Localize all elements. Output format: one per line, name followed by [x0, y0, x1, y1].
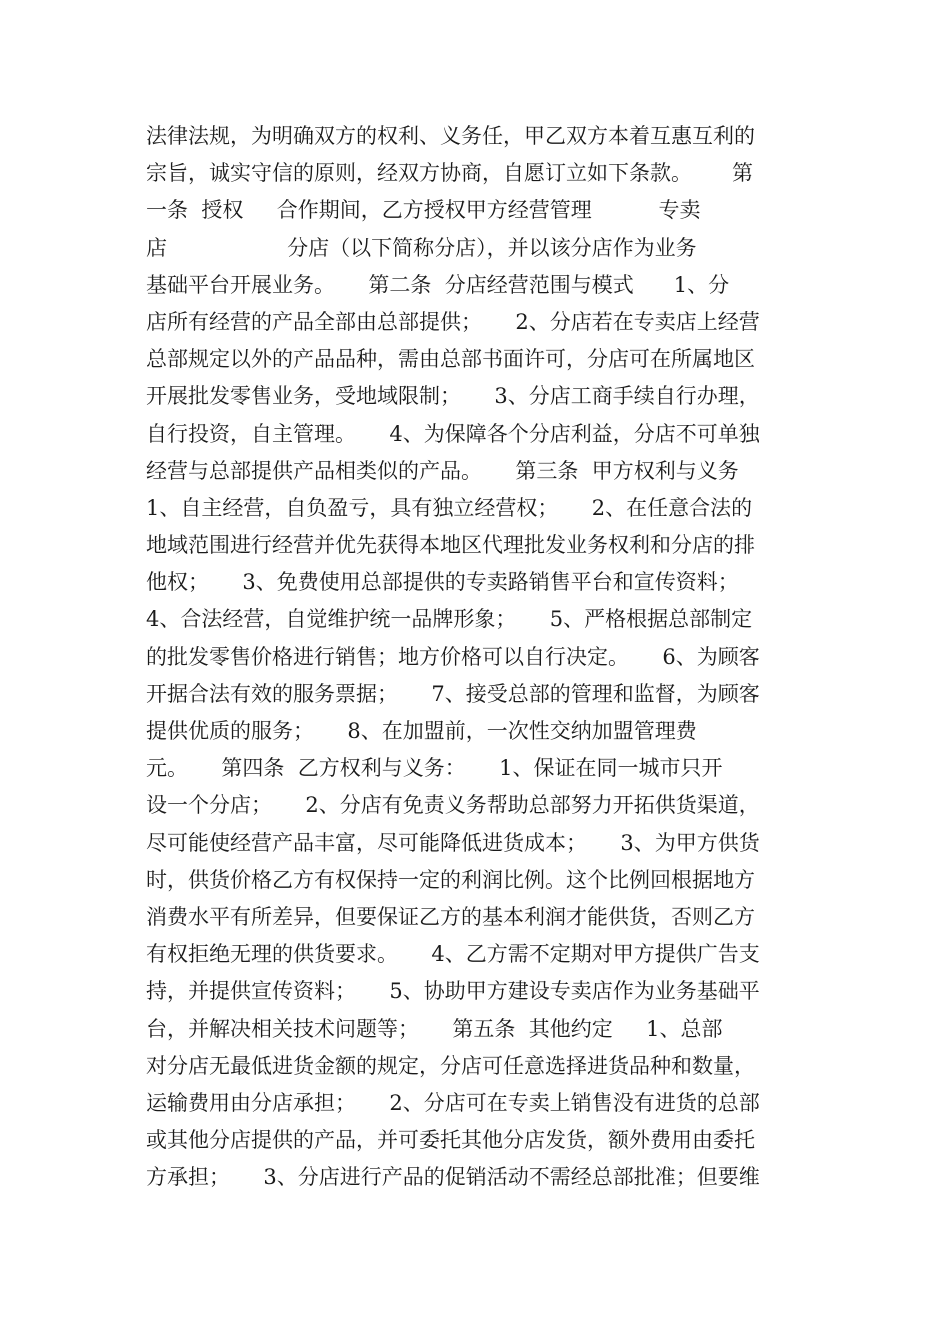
- text-line: 消费水平有所差异，但要保证乙方的基本利润才能供货，否则乙方: [146, 904, 755, 929]
- text-line: 时，供货价格乙方有权保持一定的利润比例。这个比例回根据地方: [146, 867, 755, 892]
- text-line: 尽可能使经营产品丰富，尽可能降低进货成本； 3、为甲方供货: [146, 830, 760, 855]
- text-line: 店 分店（以下简称分店），并以该分店作为业务: [146, 235, 697, 260]
- text-line: 他权； 3、免费使用总部提供的专卖路销售平台和宣传资料；: [146, 570, 739, 595]
- text-line: 或其他分店提供的产品，并可委托其他分店发货，额外费用由委托: [146, 1128, 755, 1153]
- text-line: 店所有经营的产品全部由总部提供； 2、分店若在专卖店上经营: [146, 309, 760, 334]
- text-line: 地域范围进行经营并优先获得本地区代理批发业务权利和分店的排: [146, 533, 755, 558]
- contract-body-text: [146, 118, 810, 1196]
- text-line: 运输费用由分店承担； 2、分店可在专卖上销售没有进货的总部: [146, 1090, 760, 1115]
- text-line: 开据合法有效的服务票据； 7、接受总部的管理和监督，为顾客: [146, 681, 760, 706]
- text-line: 提供优质的服务； 8、在加盟前，一次性交纳加盟管理费: [146, 719, 697, 743]
- text-line: 方承担； 3、分店进行产品的促销活动不需经总部批准；但要维: [146, 1165, 760, 1190]
- text-line: 4、合法经营，自觉维护统一品牌形象； 5、严格根据总部制定: [146, 607, 753, 632]
- text-line: 宗旨，诚实守信的原则，经双方协商，自愿订立如下条款。 第: [146, 161, 754, 186]
- text-line: 1、自主经营，自负盈亏，具有独立经营权； 2、在任意合法的: [146, 495, 753, 520]
- text-line: 开展批发零售业务，受地域限制； 3、分店工商手续自行办理，: [146, 384, 760, 409]
- text-line: 经营与总部提供产品相类似的产品。 第三条 甲方权利与义务: [146, 458, 739, 483]
- text-line: 持，并提供宣传资料； 5、协助甲方建设专卖店作为业务基础平: [146, 979, 760, 1004]
- text-line: 台，并解决相关技术问题等； 第五条 其他约定 1、总部: [146, 1016, 723, 1041]
- text-line: 元。 第四条 乙方权利与义务： 1、保证在同一城市只开: [146, 756, 723, 781]
- text-line: 设一个分店； 2、分店有免责义务帮助总部努力开拓供货渠道，: [146, 793, 760, 818]
- text-line: 一条 授权 合作期间，乙方授权甲方经营管理 专卖: [146, 198, 701, 223]
- text-line: 总部规定以外的产品品种，需由总部书面许可，分店可在所属地区: [146, 347, 755, 372]
- text-line: 对分店无最低进货金额的规定，分店可任意选择进货品种和数量，: [146, 1053, 755, 1078]
- text-line: 自行投资，自主管理。 4、为保障各个分店利益，分店不可单独: [146, 421, 760, 446]
- text-line: 基础平台开展业务。 第二条 分店经营范围与模式 1、分: [146, 272, 730, 297]
- text-line: 法律法规，为明确双方的权利、义务任，甲乙双方本着互惠互利的: [146, 124, 755, 148]
- text-line: 有权拒绝无理的供货要求。 4、乙方需不定期对甲方提供广告支: [146, 942, 760, 967]
- text-line: 的批发零售价格进行销售；地方价格可以自行决定。 6、为顾客: [146, 644, 760, 669]
